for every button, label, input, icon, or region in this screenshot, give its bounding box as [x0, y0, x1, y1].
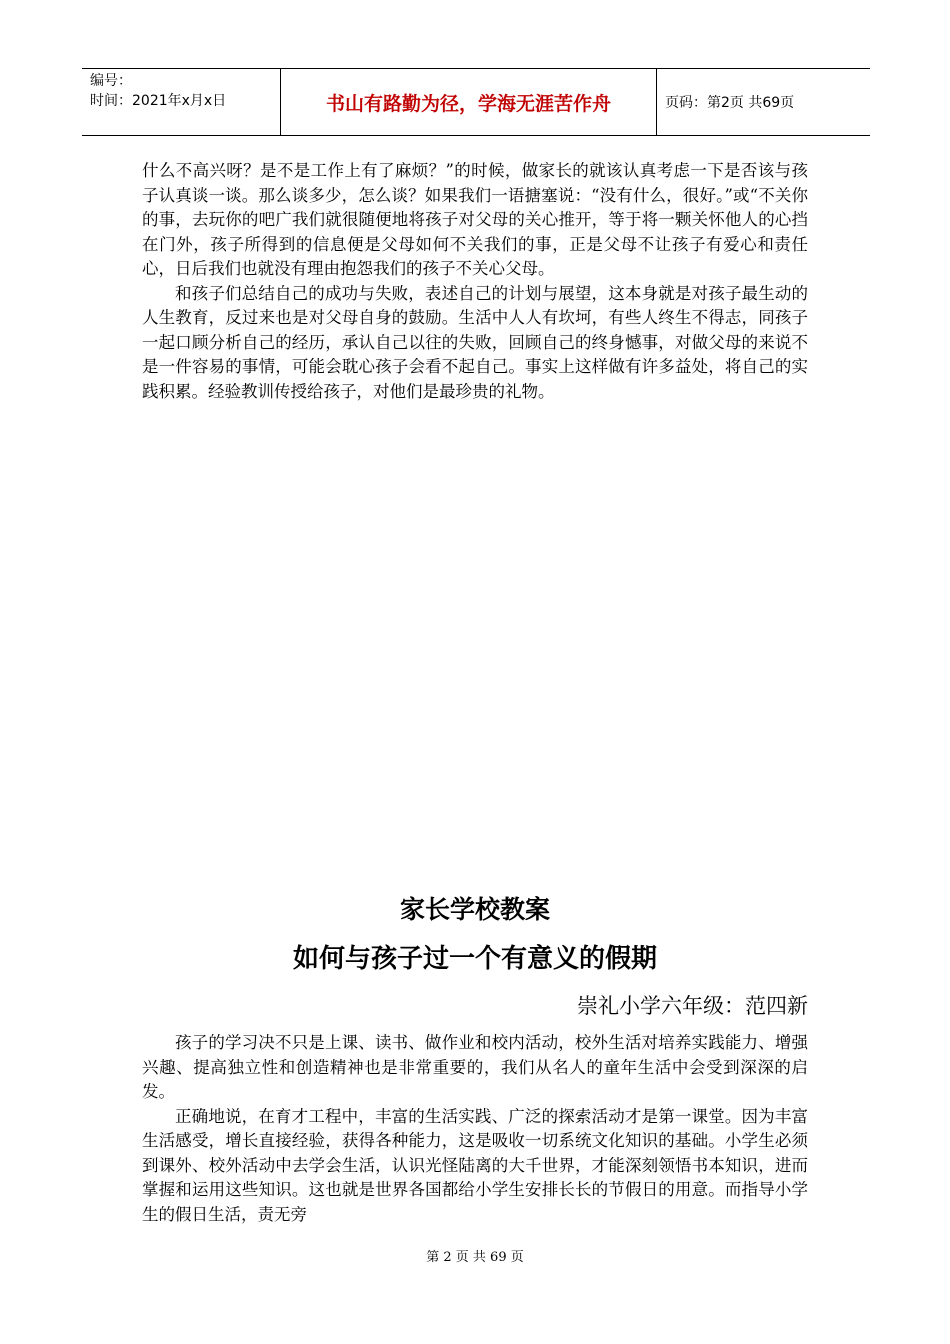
- section-author: 崇礼小学六年级：范四新: [577, 994, 808, 1018]
- section-title: 家长学校教案: [399, 895, 550, 924]
- paragraph: 正确地说，在育才工程中，丰富的生活实践、广泛的探索活动才是第一课堂。因为丰富生活感受，增长直接经验，获得各种能力，这是吸收一切系统文化知识的基础。小学生必须到课外、校外活动中去学会生活，认识光怪陆离的大千世界，才能深刻领悟书本知识，进而掌握和运用这些知识。这也就是世界各国都给小学生安排长长的节假日的用意。而指导小学生的假日生活，责无旁: [142, 1106, 808, 1224]
- header-page-info: 页码：第2页 共69页: [665, 95, 795, 111]
- header-motto: 书山有路勤为径，学海无涯苦作舟: [281, 69, 657, 135]
- date-label: 时间：2021年x月x日: [90, 93, 227, 109]
- paragraph: 什么不高兴呀？是不是工作上有了麻烦？”的时候，做家长的就该认真考虑一下是否该与孩子认真谈一谈。那么谈多少，怎么谈？如果我们一语搪塞说：“没有什么，很好。”或“不关你的事，去玩你的吧广我们就很随便地将孩子对父母的关心推开，等于将一颗关怀他人的心挡在门外，孩子所得到的信息便是父母如何不关我们的事，正是父母不让孩子有爱心和责任心，日后我们也就没有理由抱怨我们的孩子不关心父母。: [142, 161, 808, 278]
- paragraph: 和孩子们总结自己的成功与失败，表述自己的计划与展望，这本身就是对孩子最生动的人生教育，反过来也是对父母自身的鼓励。生活中人人有坎坷，有些人终生不得志，同孩子一起口顾分析自己的经历，承认自己以往的失败，回顾自己的终身憾事，对做父母的来说不是一件容易的事情，可能会耽心孩子会看不起自己。事实上这样做有许多益处，将自己的实践积累。经验教训传授给孩子，对他们是最珍贵的礼物。: [142, 283, 808, 401]
- number-label: 编号：: [90, 73, 132, 89]
- page-footer: 第 2 页 共 69 页: [426, 1250, 524, 1265]
- section-subtitle: 如何与孩子过一个有意义的假期: [292, 944, 657, 974]
- paragraph: 孩子的学习决不只是上课、读书、做作业和校内活动，校外生活对培养实践能力、增强兴趣、提高独立性和创造精神也是非常重要的，我们从名人的童年生活中会受到深深的启发。: [142, 1033, 808, 1101]
- header-meta: [82, 69, 281, 135]
- header-table: [82, 68, 870, 136]
- body-top: [142, 159, 808, 404]
- section-body: [142, 1031, 808, 1227]
